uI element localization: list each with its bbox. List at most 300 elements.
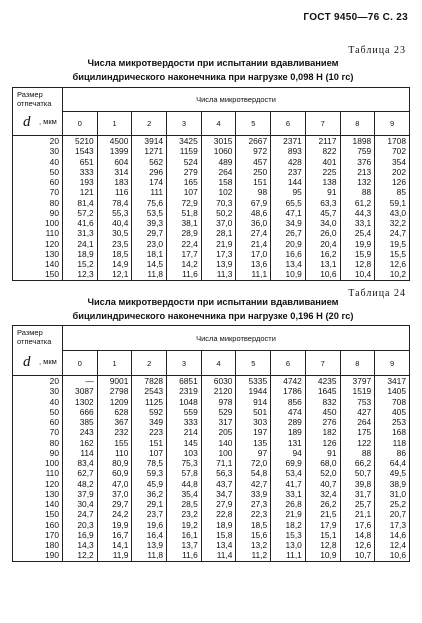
hardness-cell: 4235: [305, 376, 340, 387]
hardness-cell: 11,3: [201, 269, 236, 280]
hardness-cell: 15,9: [340, 249, 375, 259]
hardness-cell: 71,1: [201, 458, 236, 468]
hardness-cell: 232: [97, 427, 132, 437]
size-cell: 160: [13, 520, 63, 530]
hardness-cell: 13,9: [201, 259, 236, 269]
hardness-cell: 22,4: [167, 239, 202, 249]
hardness-cell: 88: [340, 187, 375, 197]
hardness-cell: 25,7: [340, 499, 375, 509]
hardness-cell: 38,1: [167, 218, 202, 228]
hardness-cell: 116: [97, 187, 132, 197]
hardness-cell: 26,7: [271, 228, 306, 238]
table-row: [13, 520, 410, 530]
hardness-cell: 2667: [236, 136, 271, 147]
hardness-cell: 604: [97, 157, 132, 167]
hardness-cell: 11,6: [167, 550, 202, 561]
hardness-cell: 11,2: [236, 550, 271, 561]
hardness-cell: 16,6: [271, 249, 306, 259]
hardness-cell: 405: [375, 407, 410, 417]
hardness-cell: 95: [271, 187, 306, 197]
table-23-title-line1: Числа микротвердости при испытании вдавливанием: [87, 58, 339, 68]
hardness-cell: 151: [132, 438, 167, 448]
hardness-cell: 2371: [271, 136, 306, 147]
table-row: [13, 407, 410, 417]
hardness-cell: 60,9: [97, 468, 132, 478]
hardness-cell: 21,9: [201, 239, 236, 249]
column-index: 2: [132, 112, 167, 136]
table-23-title: [20, 56, 406, 84]
hardness-cell: 759: [340, 146, 375, 156]
size-cell: 110: [13, 468, 63, 478]
hardness-cell: 10,9: [271, 269, 306, 280]
hardness-cell: 175: [340, 427, 375, 437]
hardness-cell: 16,4: [132, 530, 167, 540]
hardness-cell: 10,6: [305, 269, 340, 280]
hardness-cell: 1519: [340, 386, 375, 396]
hardness-cell: 81,4: [63, 198, 98, 208]
hardness-cell: 753: [340, 397, 375, 407]
page-header: ГОСТ 9450—76 С. 23: [303, 12, 408, 23]
hardness-cell: 17,0: [236, 249, 271, 259]
hardness-cell: 832: [305, 397, 340, 407]
hardness-cell: 12,8: [305, 540, 340, 550]
hardness-cell: 26,8: [271, 499, 306, 509]
hardness-cell: 15,2: [63, 259, 98, 269]
size-cell: 140: [13, 259, 63, 269]
hardness-cell: 80,9: [97, 458, 132, 468]
column-index: 6: [271, 351, 306, 376]
hardness-cell: 88: [340, 448, 375, 458]
hardness-cell: 107: [167, 187, 202, 197]
hardness-cell: 367: [97, 417, 132, 427]
d-symbol: d: [23, 354, 31, 370]
hardness-cell: 1645: [305, 386, 340, 396]
hardness-cell: 28,9: [167, 228, 202, 238]
hardness-cell: 42,7: [236, 479, 271, 489]
table-23-body: [13, 136, 410, 281]
hardness-cell: 12,2: [63, 550, 98, 561]
hardness-cell: 168: [375, 427, 410, 437]
hardness-cell: 122: [340, 438, 375, 448]
hardness-cell: 489: [201, 157, 236, 167]
hardness-cell: 317: [201, 417, 236, 427]
column-index: 8: [340, 112, 375, 136]
table-row: [13, 177, 410, 187]
hardness-cell: 2798: [97, 386, 132, 396]
hardness-cell: 214: [167, 427, 202, 437]
hardness-cell: 43,0: [375, 208, 410, 218]
hardness-cell: 132: [340, 177, 375, 187]
table-row: [13, 438, 410, 448]
table-24-title: [20, 295, 406, 323]
hardness-cell: 314: [97, 167, 132, 177]
hardness-cell: 28,5: [167, 499, 202, 509]
table-row: [13, 249, 410, 259]
hardness-cell: 34,7: [201, 489, 236, 499]
hardness-cell: 145: [167, 438, 202, 448]
table-row: [13, 228, 410, 238]
hardness-cell: 65,5: [271, 198, 306, 208]
column-index: 4: [201, 351, 236, 376]
hardness-cell: 56,3: [201, 468, 236, 478]
hardness-cell: 94: [271, 448, 306, 458]
hardness-cell: 41,6: [63, 218, 98, 228]
hardness-cell: 28,1: [201, 228, 236, 238]
hardness-cell: 41,7: [271, 479, 306, 489]
hardness-cell: 18,9: [63, 249, 98, 259]
hardness-cell: 30,4: [63, 499, 98, 509]
hardness-cell: 501: [236, 407, 271, 417]
hardness-cell: 11,1: [236, 269, 271, 280]
hardness-cell: 54,8: [236, 468, 271, 478]
hardness-cell: 66,2: [340, 458, 375, 468]
column-index-row: [13, 351, 410, 376]
hardness-cell: 151: [236, 177, 271, 187]
table-row: [13, 397, 410, 407]
table-row: [13, 198, 410, 208]
hardness-cell: 276: [305, 417, 340, 427]
table-24-title-line2: бицилиндрического наконечника при нагрузке 0,196 Н (20 гс): [72, 311, 354, 321]
hardness-cell: —: [63, 376, 98, 387]
hardness-cell: 7828: [132, 376, 167, 387]
table-row: [13, 146, 410, 156]
hardness-cell: 189: [271, 427, 306, 437]
hardness-cell: 131: [271, 438, 306, 448]
hardness-cell: 223: [132, 427, 167, 437]
hardness-cell: 264: [201, 167, 236, 177]
hardness-cell: 21,4: [236, 239, 271, 249]
hardness-cell: 559: [167, 407, 202, 417]
hardness-cell: 225: [305, 167, 340, 177]
table-row: [13, 479, 410, 489]
column-index: 5: [236, 112, 271, 136]
hardness-cell: 86: [375, 448, 410, 458]
hardness-cell: 40,7: [305, 479, 340, 489]
table-row: [13, 468, 410, 478]
size-cell: 100: [13, 458, 63, 468]
hardness-cell: 10,2: [375, 269, 410, 280]
size-header: [13, 88, 63, 136]
hardness-cell: 12,4: [375, 540, 410, 550]
hardness-cell: 1898: [340, 136, 375, 147]
hardness-cell: 289: [271, 417, 306, 427]
hardness-cell: 55,3: [97, 208, 132, 218]
column-index: 1: [97, 351, 132, 376]
hardness-cell: 17,6: [340, 520, 375, 530]
hardness-cell: 110: [97, 448, 132, 458]
hardness-cell: 24,2: [97, 509, 132, 519]
size-cell: 90: [13, 208, 63, 218]
hardness-cell: 3797: [340, 376, 375, 387]
size-cell: 40: [13, 397, 63, 407]
hardness-cell: 14,5: [132, 259, 167, 269]
hardness-cell: 135: [236, 438, 271, 448]
hardness-cell: 13,7: [167, 540, 202, 550]
column-index: 6: [271, 112, 306, 136]
hardness-cell: 822: [305, 146, 340, 156]
size-cell: 80: [13, 438, 63, 448]
table-row: [13, 386, 410, 396]
hardness-cell: 36,0: [236, 218, 271, 228]
hardness-cell: 72,0: [236, 458, 271, 468]
hardness-cell: 26,0: [305, 228, 340, 238]
hardness-cell: 1060: [201, 146, 236, 156]
hardness-cell: 2117: [305, 136, 340, 147]
hardness-cell: 37,9: [63, 489, 98, 499]
hardness-cell: 23,2: [167, 509, 202, 519]
hardness-cell: 1159: [167, 146, 202, 156]
hardness-cell: 205: [201, 427, 236, 437]
hardness-cell: 18,1: [132, 249, 167, 259]
hardness-cell: 85: [375, 187, 410, 197]
hardness-cell: 15,1: [305, 530, 340, 540]
hardness-cell: 51,8: [167, 208, 202, 218]
hardness-cell: 37,0: [201, 218, 236, 228]
size-cell: 70: [13, 427, 63, 437]
table-row: [13, 239, 410, 249]
hardness-cell: 296: [132, 167, 167, 177]
size-cell: 60: [13, 417, 63, 427]
hardness-cell: 10,9: [305, 550, 340, 561]
hardness-cell: 57,2: [63, 208, 98, 218]
hardness-cell: 53,4: [271, 468, 306, 478]
size-cell: 30: [13, 386, 63, 396]
hardness-cell: 250: [236, 167, 271, 177]
table-row: [13, 218, 410, 228]
hardness-cell: 48,6: [236, 208, 271, 218]
size-cell: 120: [13, 239, 63, 249]
hardness-cell: 666: [63, 407, 98, 417]
hardness-cell: 1125: [132, 397, 167, 407]
hardness-cell: 1048: [167, 397, 202, 407]
hardness-cell: 702: [375, 146, 410, 156]
hardness-cell: 213: [340, 167, 375, 177]
hardness-cell: 78,4: [97, 198, 132, 208]
table-24-body: [13, 376, 410, 562]
hardness-cell: 32,2: [375, 218, 410, 228]
hardness-cell: 47,0: [97, 479, 132, 489]
d-symbol: d: [23, 114, 31, 130]
hardness-cell: 27,9: [201, 499, 236, 509]
table-row: [13, 136, 410, 147]
unit-label: , мкм: [39, 357, 57, 366]
hardness-cell: 24,7: [375, 228, 410, 238]
hardness-cell: 6030: [201, 376, 236, 387]
hardness-group-header: Числа микротвердости: [63, 88, 410, 112]
hardness-cell: 24,1: [63, 239, 98, 249]
hardness-group-header: Числа микротвердости: [63, 326, 410, 351]
hardness-cell: 197: [236, 427, 271, 437]
hardness-cell: 19,6: [132, 520, 167, 530]
hardness-cell: 303: [236, 417, 271, 427]
hardness-cell: 19,9: [340, 239, 375, 249]
hardness-cell: 20,7: [375, 509, 410, 519]
size-header: [13, 326, 63, 376]
hardness-cell: 64,4: [375, 458, 410, 468]
column-index: 9: [375, 112, 410, 136]
hardness-cell: 162: [63, 438, 98, 448]
hardness-cell: 5335: [236, 376, 271, 387]
hardness-cell: 529: [201, 407, 236, 417]
hardness-cell: 14,9: [97, 259, 132, 269]
hardness-cell: 21,1: [340, 509, 375, 519]
hardness-cell: 126: [305, 438, 340, 448]
hardness-cell: 44,3: [340, 208, 375, 218]
table-23-title-line2: бицилиндрического наконечника при нагрузке 0,098 Н (10 гс): [72, 72, 354, 82]
hardness-cell: 376: [340, 157, 375, 167]
hardness-cell: 155: [97, 438, 132, 448]
hardness-cell: 237: [271, 167, 306, 177]
hardness-cell: 53,5: [132, 208, 167, 218]
hardness-cell: 427: [340, 407, 375, 417]
hardness-cell: 59,1: [375, 198, 410, 208]
hardness-cell: 17,9: [305, 520, 340, 530]
hardness-cell: 23,0: [132, 239, 167, 249]
hardness-cell: 44,8: [167, 479, 202, 489]
size-cell: 190: [13, 550, 63, 561]
hardness-cell: 18,5: [97, 249, 132, 259]
hardness-cell: 118: [375, 438, 410, 448]
table-24-title-line1: Числа микротвердости при испытании вдавливанием: [87, 297, 339, 307]
hardness-cell: 14,1: [97, 540, 132, 550]
hardness-cell: 13,6: [236, 259, 271, 269]
size-cell: 110: [13, 228, 63, 238]
table-row: [13, 259, 410, 269]
hardness-cell: 103: [167, 448, 202, 458]
hardness-cell: 2120: [201, 386, 236, 396]
size-cell: 20: [13, 376, 63, 387]
hardness-cell: 18,2: [271, 520, 306, 530]
hardness-cell: 140: [201, 438, 236, 448]
unit-label: , мкм: [39, 117, 57, 126]
hardness-cell: 138: [305, 177, 340, 187]
hardness-cell: 33,1: [271, 489, 306, 499]
hardness-cell: 15,6: [236, 530, 271, 540]
hardness-cell: 14,8: [340, 530, 375, 540]
hardness-cell: 14,6: [375, 530, 410, 540]
table-24: [12, 325, 410, 562]
size-cell: 80: [13, 198, 63, 208]
hardness-cell: 651: [63, 157, 98, 167]
hardness-cell: 1543: [63, 146, 98, 156]
hardness-cell: 18,9: [201, 520, 236, 530]
hardness-cell: 107: [132, 448, 167, 458]
hardness-cell: 5210: [63, 136, 98, 147]
hardness-cell: 102: [201, 187, 236, 197]
hardness-cell: 11,6: [167, 269, 202, 280]
size-cell: 60: [13, 177, 63, 187]
hardness-cell: 628: [97, 407, 132, 417]
hardness-cell: 11,4: [201, 550, 236, 561]
table-row: [13, 458, 410, 468]
hardness-cell: 49,5: [375, 468, 410, 478]
hardness-cell: 144: [271, 177, 306, 187]
hardness-cell: 72,9: [167, 198, 202, 208]
hardness-cell: 11,8: [132, 550, 167, 561]
table-row: [13, 540, 410, 550]
hardness-cell: 2319: [167, 386, 202, 396]
hardness-cell: 27,4: [236, 228, 271, 238]
size-header-label: Размер отпечатка: [17, 328, 52, 346]
hardness-cell: 17,3: [375, 520, 410, 530]
hardness-cell: 450: [305, 407, 340, 417]
table-24-label: Таблица 24: [348, 288, 406, 299]
hardness-cell: 165: [167, 177, 202, 187]
table-row: [13, 509, 410, 519]
hardness-cell: 31,0: [375, 489, 410, 499]
hardness-cell: 856: [271, 397, 306, 407]
hardness-cell: 10,4: [340, 269, 375, 280]
column-index: 0: [63, 112, 98, 136]
hardness-cell: 52,0: [305, 468, 340, 478]
hardness-cell: 15,3: [271, 530, 306, 540]
hardness-cell: 401: [305, 157, 340, 167]
hardness-cell: 12,6: [375, 259, 410, 269]
hardness-cell: 83,4: [63, 458, 98, 468]
size-cell: 50: [13, 407, 63, 417]
hardness-cell: 19,5: [375, 239, 410, 249]
hardness-cell: 1944: [236, 386, 271, 396]
hardness-cell: 15,5: [375, 249, 410, 259]
hardness-cell: 16,2: [305, 249, 340, 259]
hardness-cell: 30,5: [97, 228, 132, 238]
hardness-cell: 1271: [132, 146, 167, 156]
table-row: [13, 208, 410, 218]
hardness-cell: 31,7: [340, 489, 375, 499]
hardness-cell: 62,7: [63, 468, 98, 478]
hardness-cell: 457: [236, 157, 271, 167]
hardness-cell: 33,9: [236, 489, 271, 499]
table-row: [13, 550, 410, 561]
hardness-cell: 349: [132, 417, 167, 427]
table-row: [13, 427, 410, 437]
hardness-cell: 13,2: [236, 540, 271, 550]
hardness-cell: 13,4: [271, 259, 306, 269]
hardness-cell: 29,1: [132, 499, 167, 509]
hardness-cell: 61,2: [340, 198, 375, 208]
column-index-row: [13, 112, 410, 136]
hardness-cell: 26,2: [305, 499, 340, 509]
hardness-cell: 35,4: [167, 489, 202, 499]
hardness-cell: 6851: [167, 376, 202, 387]
hardness-cell: 354: [375, 157, 410, 167]
hardness-cell: 19,2: [167, 520, 202, 530]
hardness-cell: 69,9: [271, 458, 306, 468]
size-cell: 140: [13, 499, 63, 509]
hardness-cell: 33,1: [340, 218, 375, 228]
hardness-cell: 10,6: [375, 550, 410, 561]
hardness-cell: 98: [236, 187, 271, 197]
hardness-cell: 333: [63, 167, 98, 177]
hardness-cell: 1209: [97, 397, 132, 407]
hardness-cell: 978: [201, 397, 236, 407]
hardness-cell: 9001: [97, 376, 132, 387]
hardness-cell: 25,4: [340, 228, 375, 238]
hardness-cell: 29,7: [132, 228, 167, 238]
hardness-cell: 75,3: [167, 458, 202, 468]
hardness-cell: 12,6: [340, 540, 375, 550]
hardness-cell: 39,8: [340, 479, 375, 489]
column-index: 4: [201, 112, 236, 136]
size-cell: 130: [13, 249, 63, 259]
hardness-cell: 11,1: [271, 550, 306, 561]
hardness-cell: 13,0: [271, 540, 306, 550]
hardness-cell: 16,1: [167, 530, 202, 540]
hardness-cell: 279: [167, 167, 202, 177]
table-row: [13, 167, 410, 177]
size-cell: 170: [13, 530, 63, 540]
hardness-cell: 12,3: [63, 269, 98, 280]
